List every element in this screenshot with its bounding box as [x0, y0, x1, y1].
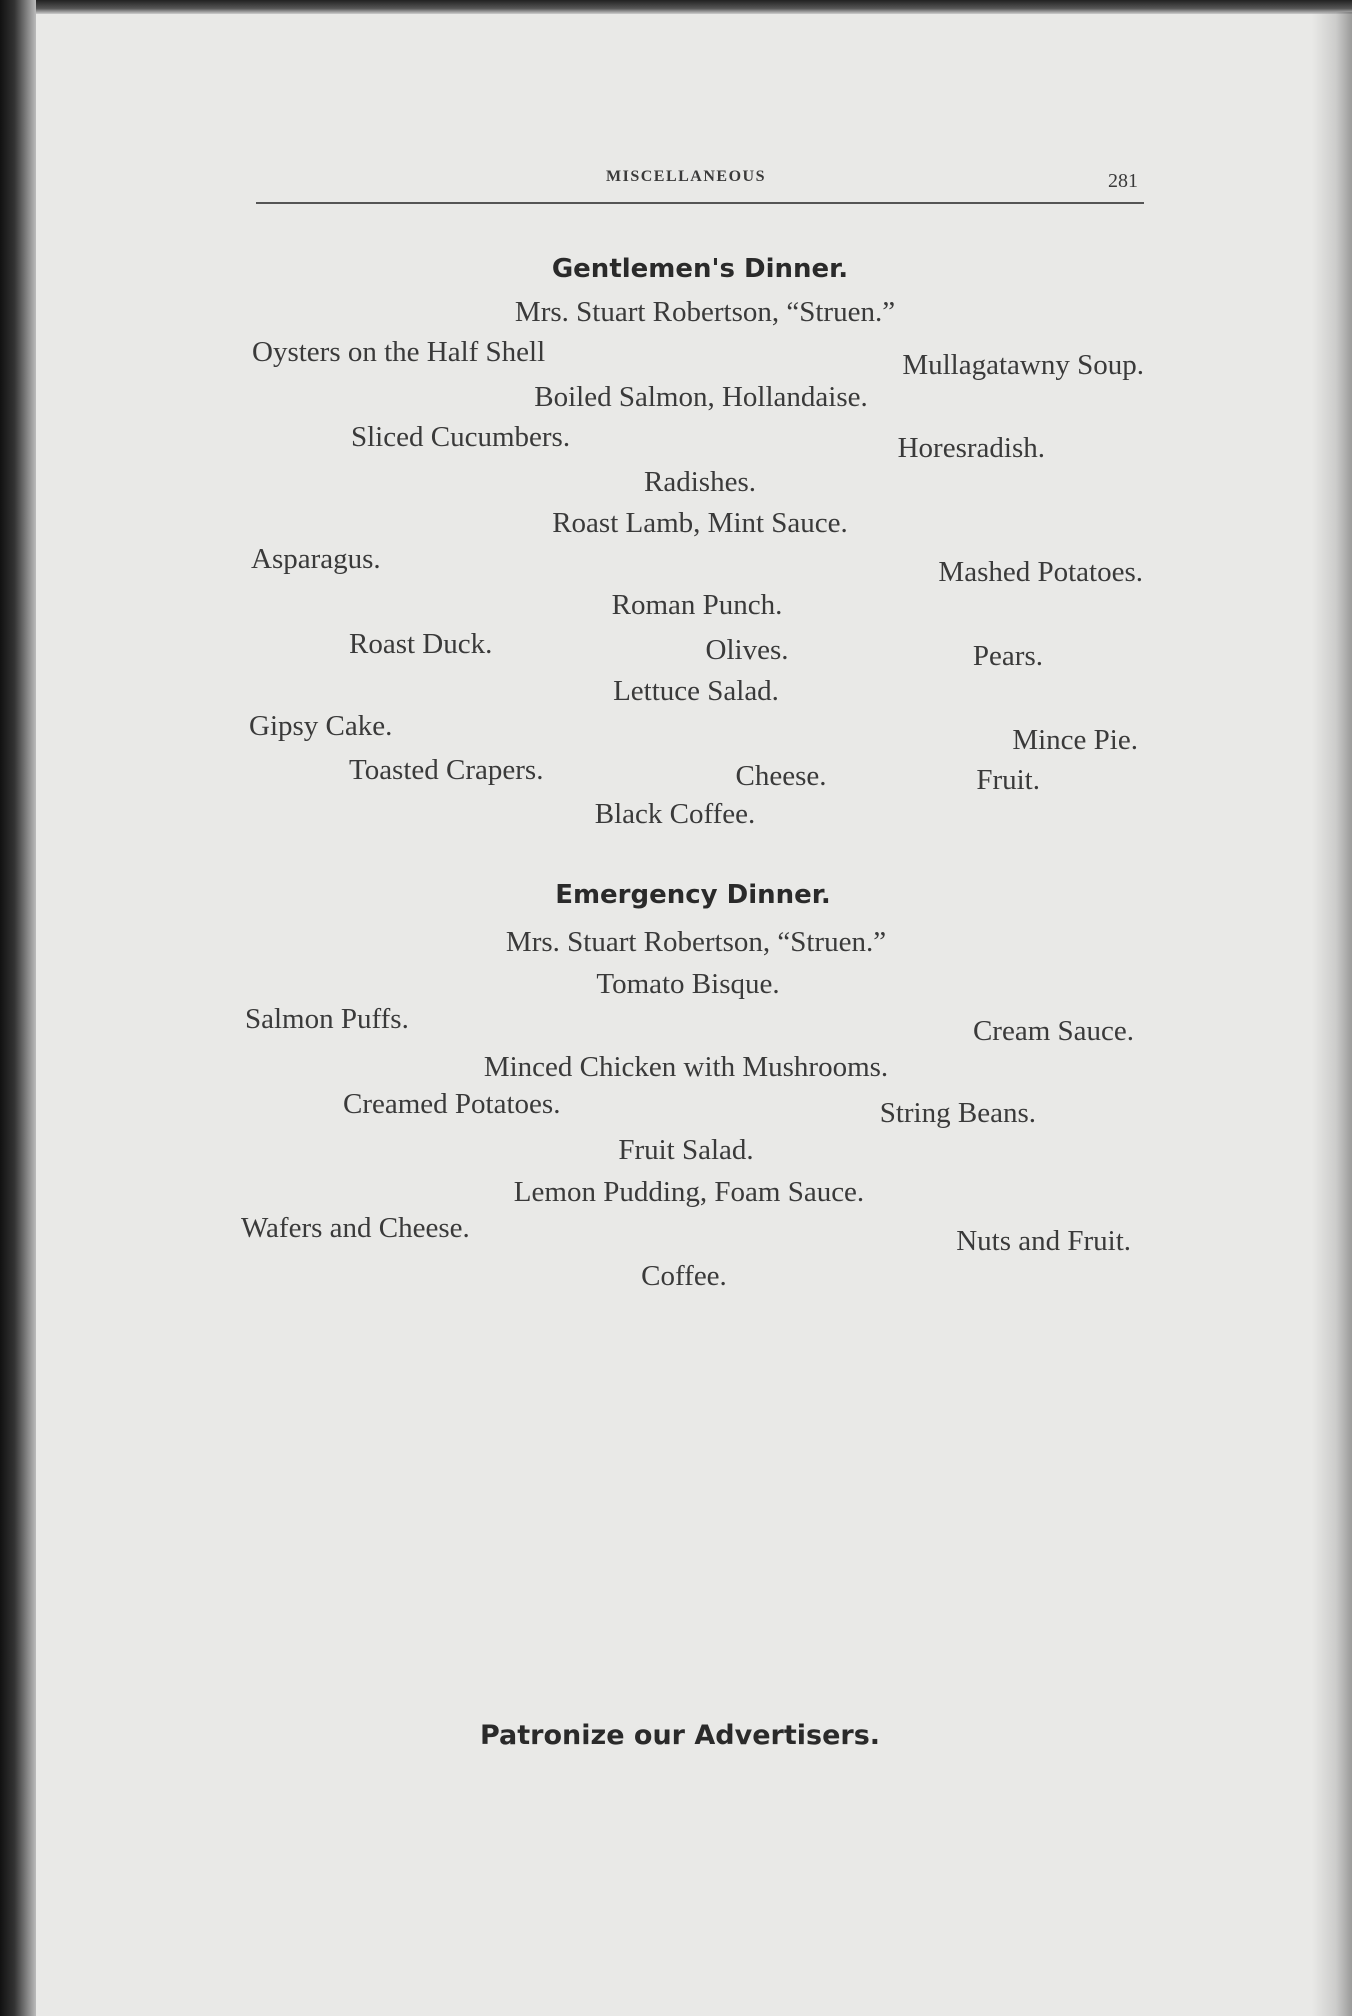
menu-item: Toasted Crapers. — [349, 754, 544, 786]
menu-item: Tomato Bisque. — [596, 968, 780, 1000]
menu-item: Coffee. — [641, 1260, 727, 1292]
menu-item: Horesradish. — [897, 432, 1045, 464]
menu-item: Wafers and Cheese. — [241, 1212, 470, 1244]
menu-item: Roast Lamb, Mint Sauce. — [552, 507, 848, 539]
menu-title: Emergency Dinner. — [555, 880, 831, 910]
menu-item: Lemon Pudding, Foam Sauce. — [513, 1176, 865, 1208]
menu-item: Boiled Salmon, Hollandaise. — [534, 381, 868, 413]
menu-item: Oysters on the Half Shell — [252, 336, 546, 368]
header-rule — [256, 202, 1144, 204]
footer-notice: Patronize our Advertisers. — [479, 1720, 881, 1751]
menu-author: Mrs. Stuart Robertson, “Struen.” — [514, 296, 896, 328]
menu-item: Cream Sauce. — [972, 1015, 1134, 1047]
menu-item: Black Coffee. — [594, 798, 756, 830]
menu-item: Mince Pie. — [1012, 724, 1138, 756]
menu-item: Roman Punch. — [611, 589, 783, 621]
menu-item: Olives. — [705, 634, 789, 666]
menu-author: Mrs. Stuart Robertson, “Struen.” — [505, 926, 887, 958]
book-binding — [0, 0, 36, 2016]
menu-item: Fruit Salad. — [618, 1134, 754, 1166]
menu-item: String Beans. — [879, 1097, 1036, 1129]
page-top-edge — [36, 0, 1352, 14]
menu-item: Sliced Cucumbers. — [351, 421, 571, 453]
menu-item: Minced Chicken with Mushrooms. — [483, 1051, 889, 1083]
menu-item: Salmon Puffs. — [245, 1003, 409, 1035]
menu-item: Cheese. — [735, 760, 827, 792]
menu-item: Creamed Potatoes. — [343, 1088, 561, 1120]
page-number: 281 — [1108, 170, 1138, 192]
menu-item: Asparagus. — [251, 543, 381, 575]
page-right-edge — [1312, 12, 1352, 2016]
menu-item: Roast Duck. — [349, 628, 493, 660]
menu-item: Lettuce Salad. — [613, 675, 779, 707]
running-head: MISCELLANEOUS — [606, 168, 766, 185]
menu-title: Gentlemen's Dinner. — [551, 254, 849, 284]
menu-item: Nuts and Fruit. — [956, 1225, 1131, 1257]
menu-item: Gipsy Cake. — [249, 710, 393, 742]
menu-item: Pears. — [972, 640, 1043, 672]
menu-item: Mullagatawny Soup. — [902, 349, 1144, 381]
menu-item: Fruit. — [976, 764, 1040, 796]
menu-item: Mashed Potatoes. — [938, 556, 1143, 588]
menu-item: Radishes. — [644, 466, 756, 498]
